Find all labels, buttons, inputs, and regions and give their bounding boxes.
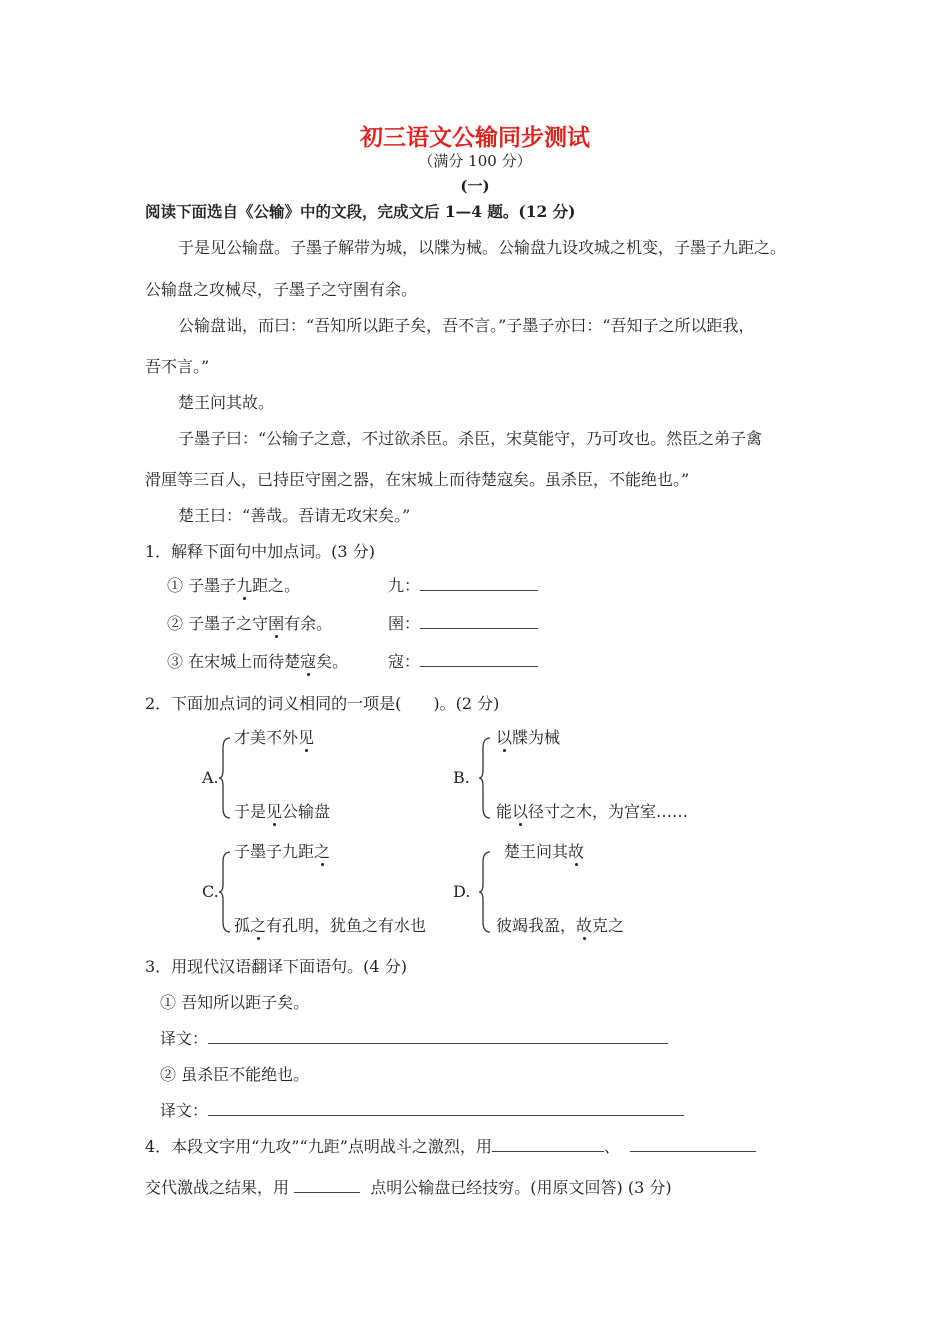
answer-blank[interactable]: [420, 652, 538, 667]
q1-item: ③ 在宋城上而待楚寇矣。: [167, 652, 349, 671]
passage-line: 吾不言。”: [145, 357, 210, 376]
passage-line: 滑厘等三百人，已持臣守圉之器，在宋城上而待楚寇矣。虽杀臣，不能绝也。”: [145, 470, 690, 489]
q1-answer: 圉：: [388, 614, 538, 634]
passage-line: 公输盘之攻械尽，子墨子之守圉有余。: [145, 280, 418, 299]
option-top-phrase: 楚王问其故: [504, 842, 585, 861]
option-letter[interactable]: B.: [453, 768, 470, 787]
translate-sentence-2: ② 虽杀臣不能绝也。: [160, 1065, 310, 1084]
question-2-stem: 2．下面加点词的词义相同的一项是( )。(2 分): [145, 694, 500, 713]
option-top-phrase: 才美不外见: [234, 728, 315, 747]
question-4-line: 交代激战之结果，用 点明公输盘已经技穷。(用原文回答) (3 分): [145, 1178, 672, 1197]
passage-line: 公输盘诎，而曰：“吾知所以距子矣，吾不言。”子墨子亦曰：“吾知子之所以距我，: [178, 316, 755, 335]
question-1-stem: 1．解释下面句中加点词。(3 分): [145, 542, 375, 561]
question-3-stem: 3．用现代汉语翻译下面语句。(4 分): [145, 957, 407, 976]
section-heading: (一): [460, 177, 490, 195]
q1-answer: 寇：: [388, 652, 538, 672]
passage-line: 子墨子曰：“公输子之意，不过欲杀臣。杀臣，宋莫能守，乃可攻也。然臣之弟子禽: [178, 429, 763, 448]
brace-icon: [478, 736, 492, 820]
score-note: （满分 100 分）: [418, 152, 532, 170]
option-bottom-phrase: 彼竭我盈，故克之: [496, 916, 625, 935]
brace-icon: [218, 850, 232, 934]
page-title: 初三语文公输同步测试: [360, 124, 590, 151]
translation-line: 译文：: [160, 1029, 668, 1049]
passage-line: 楚王问其故。: [178, 393, 275, 412]
answer-blank[interactable]: [420, 576, 538, 591]
translation-line: 译文：: [160, 1101, 684, 1121]
passage-line: 于是见公输盘。子墨子解带为城，以牒为械。公输盘九设攻城之机变，子墨子九距之。: [178, 238, 787, 257]
translation-blank[interactable]: [208, 1029, 668, 1044]
option-letter[interactable]: D.: [453, 882, 471, 901]
question-4-line: 4．本段文字用“九攻”“九距”点明战斗之激烈，用 、: [145, 1137, 756, 1157]
answer-blank[interactable]: [630, 1137, 756, 1152]
option-bottom-phrase: 于是见公输盘: [234, 802, 331, 821]
brace-icon: [218, 736, 232, 820]
option-letter[interactable]: C.: [202, 882, 219, 901]
q1-answer: 九：: [388, 576, 538, 596]
dotted-word: 九: [236, 576, 253, 595]
option-top-phrase: 以牒为械: [496, 728, 561, 747]
option-bottom-phrase: 孤之有孔明，犹鱼之有水也: [234, 916, 427, 935]
passage-line: 楚王曰：“善哉。吾请无攻宋矣。”: [178, 506, 411, 525]
option-bottom-phrase: 能以径寸之木，为宫室……: [496, 802, 689, 821]
dotted-word: 寇: [300, 652, 317, 671]
option-letter[interactable]: A.: [202, 768, 219, 787]
answer-blank[interactable]: [492, 1137, 604, 1152]
dotted-word: 圉: [268, 614, 285, 633]
translation-blank[interactable]: [208, 1101, 684, 1116]
option-top-phrase: 子墨子九距之: [234, 842, 331, 861]
reading-instruction: 阅读下面选自《公输》中的文段，完成文后 1—4 题。(12 分): [145, 202, 576, 221]
q1-item: ① 子墨子九距之。: [167, 576, 301, 595]
q1-item: ② 子墨子之守圉有余。: [167, 614, 333, 633]
brace-icon: [478, 850, 492, 934]
answer-blank[interactable]: [294, 1178, 360, 1193]
translate-sentence-1: ① 吾知所以距子矣。: [160, 993, 310, 1012]
answer-blank[interactable]: [420, 614, 538, 629]
